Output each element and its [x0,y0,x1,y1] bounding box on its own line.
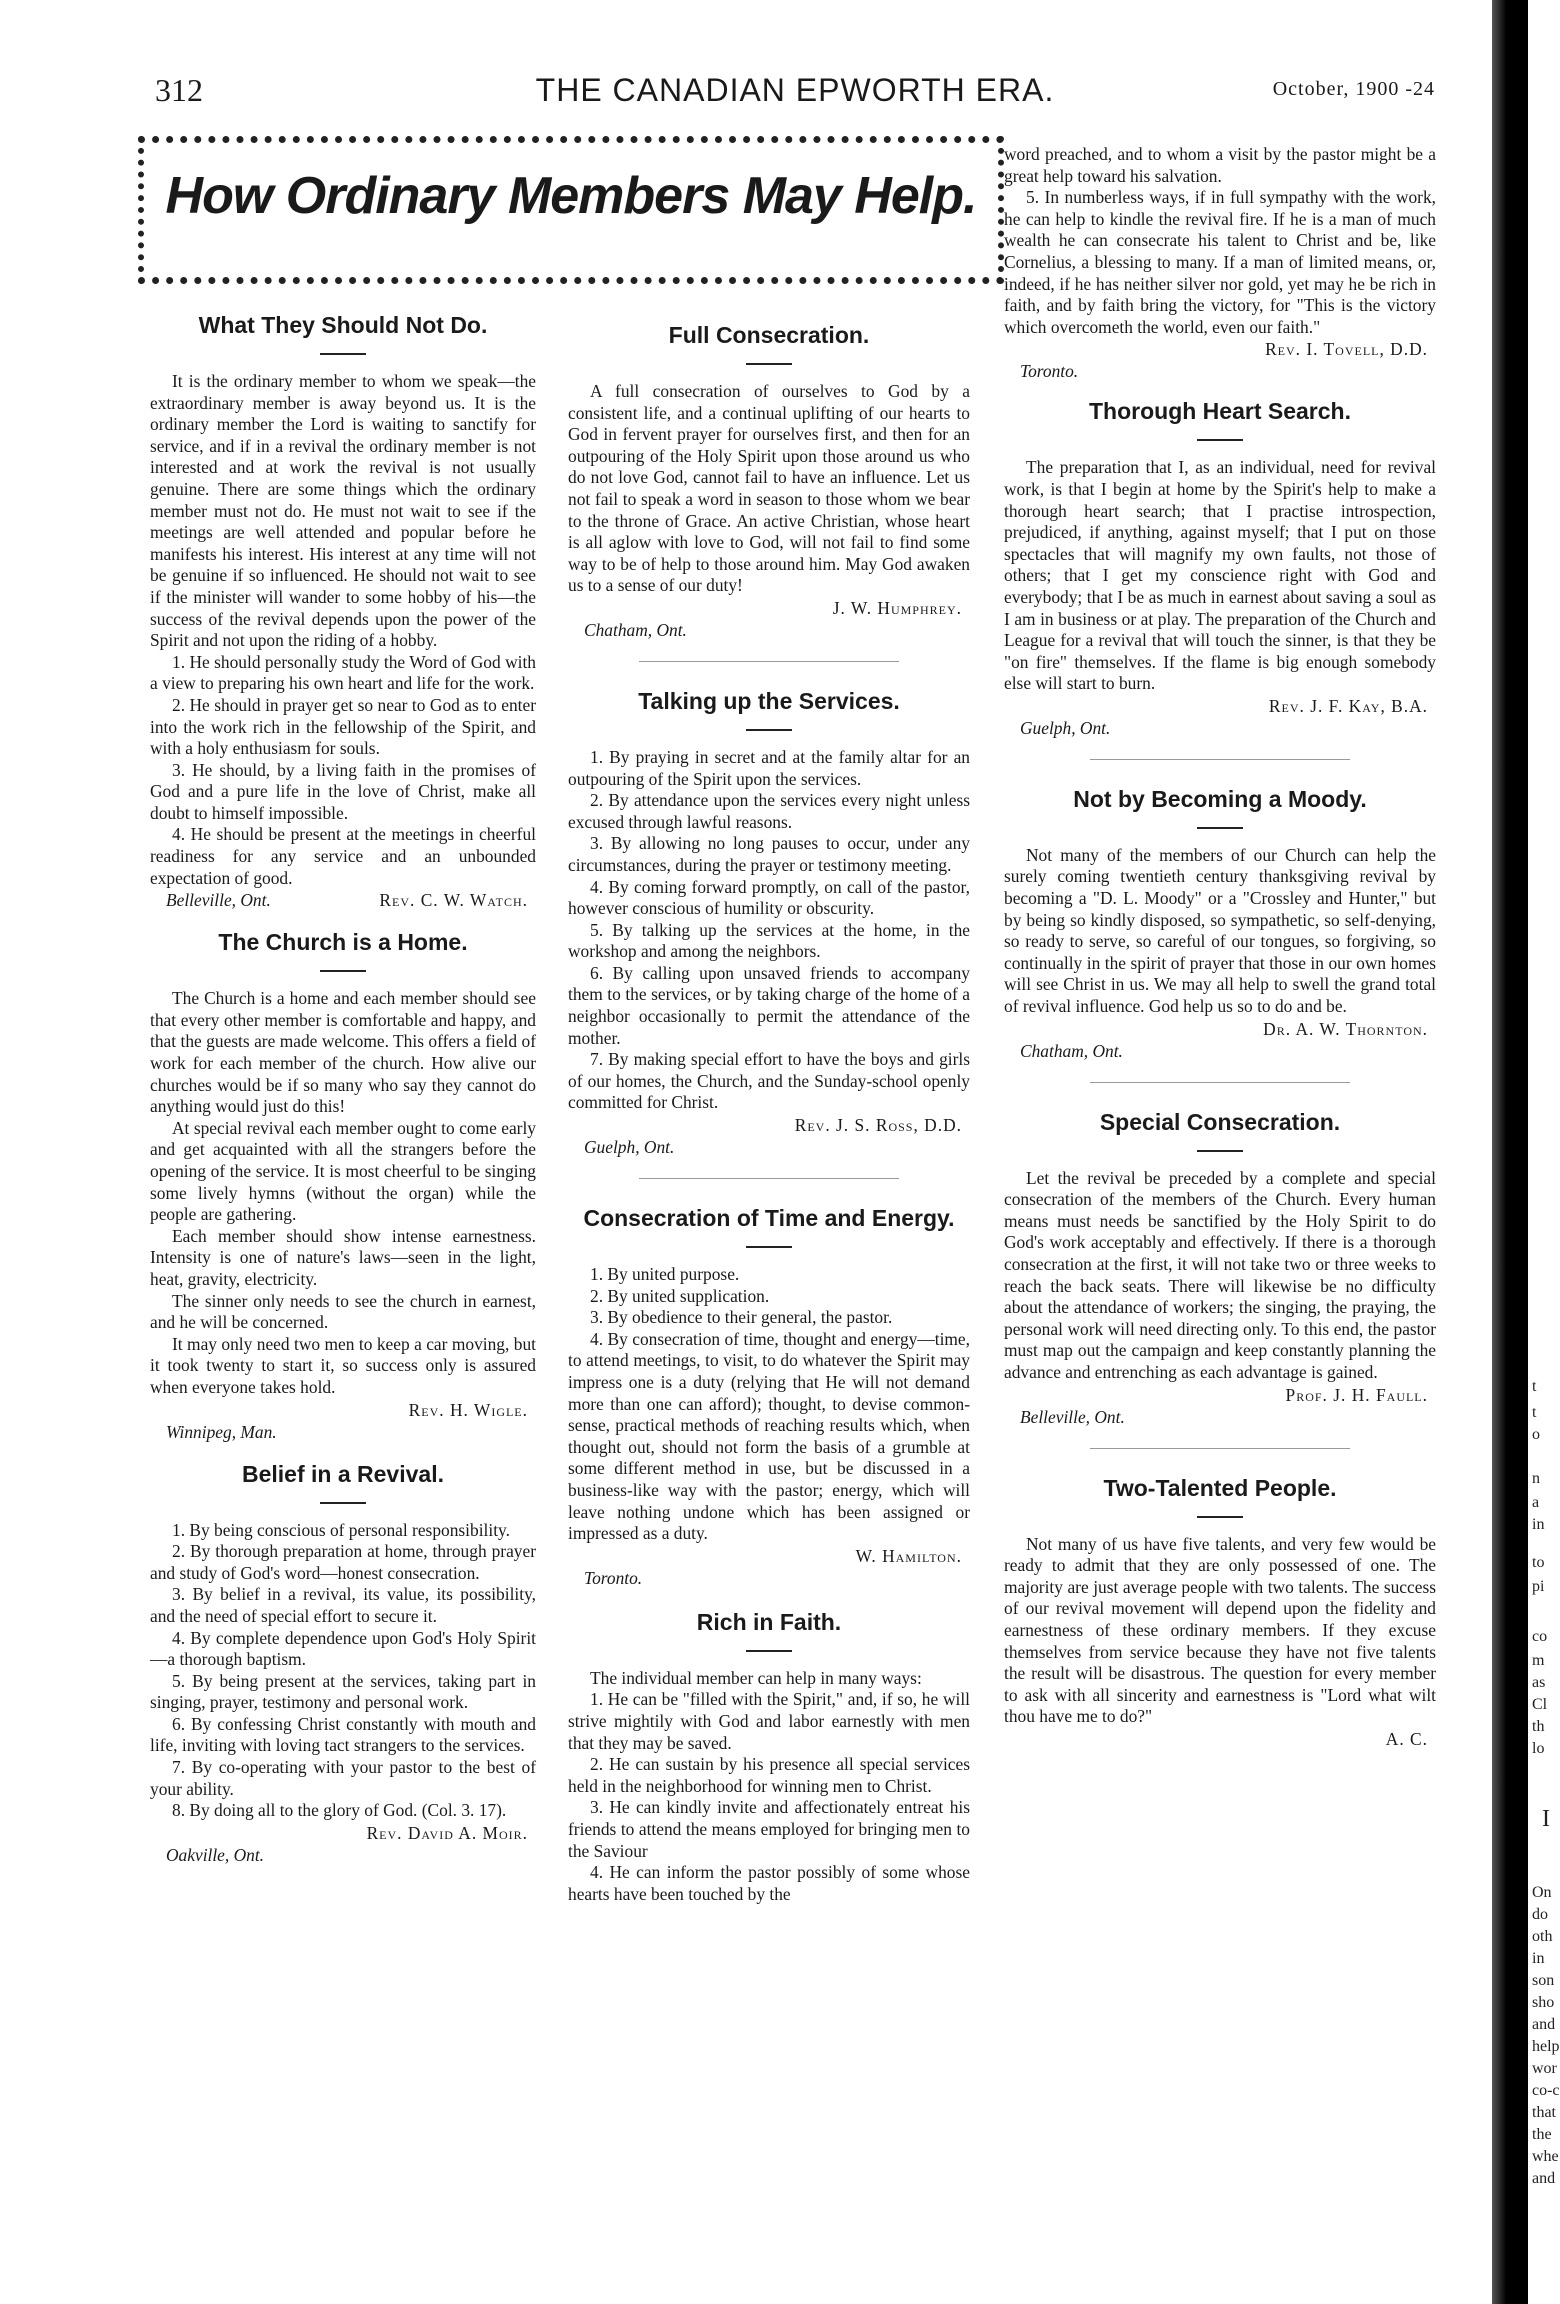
author-name: Rev. J. F. Kay, B.A. [1268,695,1428,716]
author-name: Dr. A. W. Thornton. [1263,1018,1428,1039]
paragraph: 5. By being present at the services, taking part in singing, prayer, testimony and personal work. [150,1670,536,1713]
author-place: Guelph, Ont. [1020,717,1111,738]
paragraph: 7. By making special effort to have the boys and girls of our homes, the Church, and the Sunday-school openly committed for Christ. [568,1049,970,1113]
fragment: On [1532,1884,1552,1901]
paragraph: 1. By being conscious of personal responsibility. [172,1519,510,1540]
article-heart-search [1004,398,1436,739]
author-place: Belleville, Ont. [166,890,271,911]
fragment: and [1532,2170,1556,2187]
fragment: a [1532,1494,1540,1511]
fragment: to [1532,1554,1545,1571]
title-rule [746,1246,792,1248]
paragraph: 7. By co-operating with your pastor to the best of your ability. [150,1757,536,1799]
paragraph: Not many of the members of our Church can help the surely coming twentieth century thanksgiving revival by becoming a "D. L. Moody" or a "Crossley and Hunter," but by being so kindly disposed, so sympathetic, so self-denying, so ready to serve, so careful of our tongues, so forgiving, so continually in the spirit of prayer that those in our own homes will see Christ in us. We may all help to swell the grand total of revival influence. God help us so to do and be. [1004,844,1436,1017]
fragment: help [1532,2038,1560,2055]
fragment: wor [1532,2060,1557,2077]
column-1 [150,312,536,1866]
section-banner [138,136,1004,284]
title-rule [1197,439,1243,441]
author-name: Rev. C. W. Watch. [379,890,528,911]
fragment: o [1532,1426,1540,1443]
author-name: Rev. J. S. Ross, D.D. [794,1115,962,1136]
paragraph: 4. He can inform the pastor possibly of some whose hearts have been touched by the [568,1862,970,1904]
author-place: Chatham, Ont. [1020,1040,1123,1061]
article-full-consecration [568,322,970,641]
paragraph: The sinner only needs to see the church in earnest, and he will be concerned. [150,1290,536,1333]
article-moody [1004,786,1436,1062]
signature [150,1822,536,1844]
article-title: Talking up the Services. [638,687,900,714]
article-special [1004,1109,1436,1428]
paragraph: 2. By united supplication. [590,1285,770,1306]
signature [1004,1018,1436,1040]
article-talking-up [568,688,970,1158]
paragraph: 6. By calling upon unsaved friends to accompany them to the services, or by taking charge of the home of a neighbor occasionally to permit the attendance of the mother. [568,962,970,1048]
fragment: and [1532,2016,1556,2033]
page-number: 312 [155,72,203,108]
fragment: in [1532,1950,1545,1967]
adjacent-page-edge [1528,0,1560,2304]
article-separator [1090,1082,1350,1083]
fragment: in [1532,1516,1545,1533]
fragment: sho [1532,1994,1555,2011]
signature [1004,1384,1436,1406]
signature [568,597,970,619]
paragraph: Let the revival be preceded by a complete and special consecration of the members of the Church. Every human means must needs be sanctified by the Holy Spirit to do God's work acceptably and effectively. If there is a thorough consecration at the first, it will not take two or three weeks to reach the back seats. There will likewise be no difficulty about the attendance of workers; the singing, the praying, the personal work will need directing only. To this end, the pastor must map out the campaign and keep constantly planning the advance and entrenching as each advantage is gained. [1004,1167,1436,1382]
author-place: Chatham, Ont. [584,619,687,640]
fragment: son [1532,1972,1555,1989]
article-not-do [150,312,536,911]
author-name: Rev. David A. Moir. [366,1822,528,1843]
paragraph: 2. He should in prayer get so near to God as to enter into the work rich in the fellowship of the Spirit, and with a holy enthusiasm for souls. [150,694,536,759]
paragraph: 4. By complete dependence upon God's Holy Spirit—a thorough baptism. [150,1627,536,1670]
column-3 [1004,144,1436,1750]
signature [150,1399,536,1421]
author-name: W. Hamilton. [855,1545,962,1566]
author-place: Toronto. [584,1567,643,1588]
title-rule [320,1502,366,1504]
fragment: that [1532,2104,1556,2121]
paragraph: 1. By praying in secret and at the family altar for an outpouring of the Spirit upon the services. [568,746,970,789]
article-title: What They Should Not Do. [198,312,488,338]
article-separator [639,1178,899,1179]
article-separator [1090,1448,1350,1449]
article-time-energy [568,1205,970,1589]
article-two-talented [1004,1475,1436,1750]
paragraph: 3. By allowing no long pauses to occur, under any circumstances, during the prayer or testimony meeting. [568,833,970,875]
author-name: Prof. J. H. Faull. [1285,1384,1428,1405]
paragraph: The Church is a home and each member should see that every other member is comfortable and happy, and that the guests are made welcome. This offers a field of work for each member of the church. How alive our churches would be if so many who say they cannot do anything would just do this! [150,988,536,1117]
paragraph: 3. He should, by a living faith in the promises of God and a pure life in the love of Christ, make all doubt to himself impossible. [150,759,536,823]
banner-title: How Ordinary Members May Help. [165,167,977,225]
article-separator [1090,759,1350,760]
article-rich-faith-continued [1004,144,1436,382]
title-rule [320,353,366,355]
fragment: n [1532,1470,1540,1487]
fragment: oth [1532,1928,1553,1945]
paragraph: 2. He can sustain by his presence all special services held in the neighborhood for winning men to Christ. [568,1754,970,1796]
fragment: do [1532,1906,1548,1923]
title-rule [1197,1150,1243,1152]
article-title: Belief in a Revival. [242,1460,444,1487]
issue-date: October, 1900 -24 [1272,78,1435,100]
author-name: Rev. H. Wigle. [408,1399,528,1420]
signature [1004,1728,1436,1750]
author-name: J. W. Humphrey. [832,597,962,618]
column-2 [568,322,970,1905]
signature [150,889,536,911]
article-belief [150,1461,536,1866]
article-church-home [150,929,536,1442]
paragraph: The preparation that I, as an individual, need for revival work, is that I begin at home by the Spirit's help to make a thorough heart search; that I practise introspection, prejudiced, if anything, against myself; that I put on those spectacles that will magnify my own faults, not those of others; that I get my conscience right with God and everybody; that I be as much in earnest about saving a soul as I am in business or at play. The preparation of the Church and League for a revival that will touch the sinner, is that they be "on fire" themselves. If the flame is big enough somebody else will start to burn. [1004,457,1436,694]
title-rule [746,729,792,731]
fragment: co [1532,1628,1548,1645]
paragraph: Each member should show intense earnestness. Intensity is one of nature's laws—seen in the light, heat, gravity, electricity. [150,1225,536,1289]
paragraph: 5. In numberless ways, if in full sympathy with the work, he can help to kindle the revival fire. If he is a man of much wealth he can consecrate his talent to Christ and be, like Cornelius, a blessing to many. If a man of limited means, or, indeed, if he has neither silver nor gold, yet may he be rich in faith, and by faith bring the victory, for "This is the victory which overcometh the world, even our faith." [1004,187,1436,337]
author-name: A. C. [1385,1728,1428,1749]
author-place: Toronto. [1020,361,1079,382]
author-place: Belleville, Ont. [1020,1406,1125,1427]
paragraph: It may only need two men to keep a car moving, but it took twenty to start it, so success only is assured when everyone takes hold. [150,1333,536,1397]
fragment: th [1532,1718,1545,1735]
article-title: Special Consecration. [1099,1108,1341,1135]
article-title: Consecration of Time and Energy. [583,1205,955,1232]
author-place: Guelph, Ont. [584,1137,675,1158]
paragraph: 3. By belief in a revival, its value, its possibility, and the need of special effort to secure it. [150,1584,536,1626]
paragraph: 1. He should personally study the Word of God with a view to preparing his own heart and life for the work. [150,651,536,694]
title-rule [320,970,366,972]
paragraph: A full consecration of ourselves to God by a consistent life, and a continual uplifting of our hearts to God in fervent prayer for ourselves first, and then for an outpouring of the Holy Spirit upon those around us who do not love God, cannot fail to have an influence. Let us not fail to speak a word in season to those whom we bear to the throne of Grace. An active Christian, whose heart is all aglow with love to God, will not fail to find some way to be of help to those around him. May God awaken us to a sense of our duty! [568,381,970,596]
fragment: Cl [1532,1696,1548,1713]
signature [568,1545,970,1567]
fragment: t [1532,1378,1537,1395]
paragraph: 1. He can be "filled with the Spirit," and, if so, he will strive mightily with God and labor earnestly with men that they may be saved. [568,1689,970,1753]
paragraph: It is the ordinary member to whom we speak—the extraordinary member is away beyond us. It is the ordinary member the Lord is waiting to sanctify for service, and if in a revival the ordinary member is not interested and at work the revival is not usually genuine. There are some things which the ordinary member must not do. He must not wait to see if the meetings are well attended and popular before he manifests his interest. His interest at any time will not be genuine if so influenced. He should not wait to see if the minister will wander to some hobby of his—the success of the revival depends upon the power of the Spirit and not upon the riding of a hobby. [150,371,536,651]
paragraph: 5. By talking up the services at the home, in the workshop and among the neighbors. [568,919,970,962]
paragraph: 2. By attendance upon the services every night unless excused through lawful reasons. [568,790,970,832]
fragment: t [1532,1404,1537,1421]
paragraph: 2. By thorough preparation at home, through prayer and study of God's word—honest consecration. [150,1541,536,1583]
title-rule [1197,1516,1243,1518]
title-rule [746,1650,792,1652]
signature [568,1114,970,1136]
title-rule [746,363,792,365]
fragment: the [1532,2126,1552,2143]
paragraph: Not many of us have five talents, and very few would be ready to admit that they are only possessed of one. The majority are just average people with two talents. The success of our revival movement will depend upon the fidelity and earnestness of these ordinary members. If they excuse themselves from service because they have not five talents the result will be disastrous. The question for every member to ask with all sincerity and earnestness is "Lord what wilt thou have me to do?" [1004,1533,1436,1727]
signature [1004,695,1436,717]
paragraph: 4. By coming forward promptly, on call of the pastor, however conscious of humility or obscurity. [568,876,970,919]
paragraph: word preached, and to whom a visit by the pastor might be a great help toward his salvation. [1004,144,1436,186]
article-separator [639,661,899,662]
paragraph: 4. He should be present at the meetings in cheerful readiness for any service and an unbounded expectation of good. [150,824,536,888]
article-title: Rich in Faith. [696,1608,842,1635]
fragment: pi [1532,1578,1545,1595]
title-rule [1197,827,1243,829]
fragment: m [1532,1652,1545,1669]
fragment: I [1542,1806,1550,1832]
paragraph: 6. By confessing Christ constantly with mouth and life, inviting with loving tact strangers to the services. [150,1713,536,1756]
fragment: lo [1532,1740,1545,1757]
author-place: Oakville, Ont. [166,1844,265,1865]
signature [1004,338,1436,360]
binding-gutter [1492,0,1528,2304]
paragraph: 1. By united purpose. [590,1264,740,1285]
article-title: Two-Talented People. [1103,1474,1337,1501]
fragment: as [1532,1674,1546,1691]
paragraph: The individual member can help in many ways: [590,1667,922,1688]
publication-title: THE CANADIAN EPWORTH ERA. [535,72,1055,108]
paragraph: 8. By doing all to the glory of God. (Col. 3. 17). [172,1800,507,1821]
running-header [155,72,1435,118]
paragraph: At special revival each member ought to come early and get acquainted with all the strangers before the opening of the service. It is most cheerful to be singing some lively hymns (without the organ) while the people are gathering. [150,1117,536,1225]
paragraph: 3. He can kindly invite and affectionately entreat his friends to attend the means employed for bringing men to the Saviour [568,1797,970,1861]
article-title: The Church is a Home. [218,929,468,956]
paragraph: 3. By obedience to their general, the pastor. [590,1307,893,1328]
author-name: Rev. I. Tovell, D.D. [1265,339,1428,360]
article-title: Thorough Heart Search. [1089,398,1351,425]
author-place: Winnipeg, Man. [166,1421,277,1442]
article-rich-faith [568,1609,970,1906]
article-title: Not by Becoming a Moody. [1073,785,1367,812]
paragraph: 4. By consecration of time, thought and energy—time, to attend meetings, to visit, to do whatever the Spirit may impress one is a duty (relying that He will not demand more than one can afford); thought, to devise common-sense, practical methods of reaching results which, when thought out, should not form the basis of a grumble at some different method in use, but be discussed in a business-like way with the pastor; energy, which will leave nothing undone which has been assigned or impressed as a duty. [568,1328,970,1544]
fragment: co-c [1532,2082,1560,2099]
fragment: whe [1532,2148,1559,2165]
article-title: Full Consecration. [668,322,870,348]
